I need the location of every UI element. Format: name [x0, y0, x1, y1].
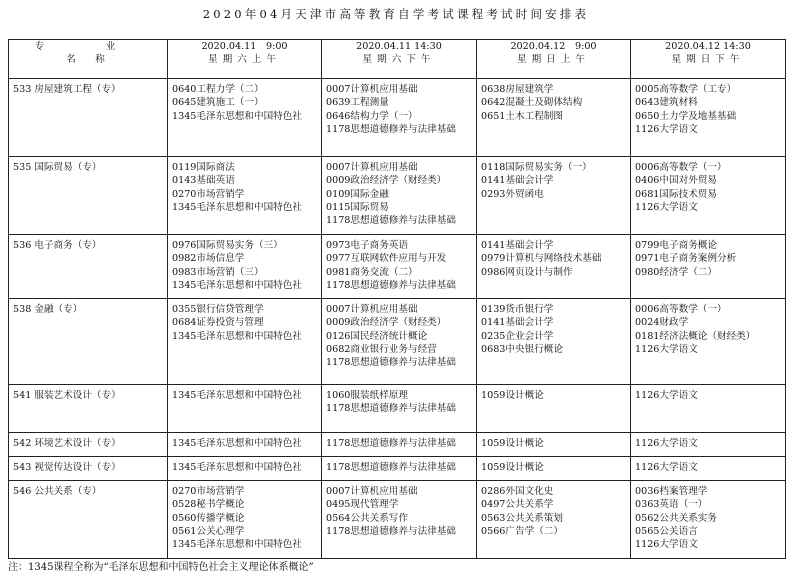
course-item: 1345毛泽东思想和中国特色社: [172, 539, 302, 551]
major-name: 538 金融（专）: [9, 299, 168, 385]
major-name: 546 公共关系（专）: [9, 481, 168, 559]
course-item: 1126大学语文: [635, 343, 698, 355]
session-cell: [631, 79, 786, 157]
major-name: 543 视觉传达设计（专）: [9, 457, 168, 481]
course-item: 0036档案管理学: [635, 486, 708, 497]
course-item: 0980经济学（二）: [635, 266, 717, 278]
course-item: 0566广告学（二）: [481, 525, 563, 537]
course-item: 1178思想道德修养与法律基础: [326, 357, 456, 369]
session-cell: [322, 433, 477, 457]
course-item: 0681国际技术贸易: [635, 188, 717, 200]
course-item: 1345毛泽东思想和中国特色社: [172, 390, 302, 401]
course-item: 0651土木工程制图: [481, 110, 563, 122]
course-item: 1178思想道德修养与法律基础: [326, 279, 456, 291]
course-item: 0528秘书学概论: [172, 499, 245, 511]
course-item: 1345毛泽东思想和中国特色社: [172, 279, 302, 291]
table-row: [9, 433, 786, 457]
header-session-2: [322, 40, 477, 79]
course-item: 1126大学语文: [635, 438, 698, 449]
session-date: 2020.04.11 14:30: [356, 41, 442, 52]
table-row: [9, 481, 786, 559]
major-name: 542 环境艺术设计（专）: [9, 433, 168, 457]
header-name-label: 名 称: [66, 54, 110, 66]
session-cell: [477, 457, 631, 481]
course-item: 0126国民经济统计概论: [326, 330, 428, 342]
course-item: 1178思想道德修养与法律基础: [326, 123, 456, 135]
course-item: 0683中央银行概论: [481, 343, 563, 355]
session-cell: [322, 457, 477, 481]
session-cell: [168, 299, 322, 385]
course-item: 0639工程测量: [326, 97, 389, 109]
course-item: 0115国际贸易: [326, 201, 389, 213]
session-cell: [477, 433, 631, 457]
course-item: 0235企业会计学: [481, 330, 554, 342]
course-item: 0141基础会计学: [481, 317, 554, 329]
page-title: 2020年04月天津市高等教育自学考试课程考试时间安排表: [202, 7, 590, 21]
session-cell: [631, 299, 786, 385]
course-item: 1178思想道德修养与法律基础: [326, 525, 456, 537]
course-item: 1178思想道德修养与法律基础: [326, 438, 456, 449]
course-item: 0497公共关系学: [481, 499, 554, 511]
course-item: 0973电子商务英语: [326, 240, 408, 251]
course-item: 0979计算机与网络技术基础: [481, 253, 602, 265]
course-item: 0562公共关系实务: [635, 512, 717, 524]
course-item: 1060服装纸样原理: [326, 390, 408, 401]
course-item: 0646结构力学（一）: [326, 110, 418, 122]
course-item: 1126大学语文: [635, 462, 698, 473]
course-item: 0270市场营销学: [172, 188, 245, 200]
table-row: [9, 385, 786, 433]
course-item: 0645建筑施工（一）: [172, 97, 264, 109]
session-cell: [168, 433, 322, 457]
session-cell: [322, 481, 477, 559]
session-cell: [631, 433, 786, 457]
course-item: 0684证券投资与管理: [172, 317, 264, 329]
session-cell: [168, 235, 322, 299]
course-item: 1126大学语文: [635, 201, 698, 213]
session-cell: [322, 385, 477, 433]
course-item: 1345毛泽东思想和中国特色社: [172, 330, 302, 342]
major-name: 541 服装艺术设计（专）: [9, 385, 168, 433]
course-item: 1345毛泽东思想和中国特色社: [172, 438, 302, 449]
course-item: 0642混凝土及砌体结构: [481, 97, 583, 109]
course-item: 1126大学语文: [635, 539, 698, 551]
session-cell: [168, 157, 322, 235]
table-row: [9, 299, 786, 385]
course-item: 0986网页设计与制作: [481, 266, 573, 278]
session-cell: [322, 157, 477, 235]
course-item: 0355银行信贷管理学: [172, 304, 264, 315]
exam-schedule-table: [8, 39, 786, 559]
major-name: 535 国际贸易（专）: [9, 157, 168, 235]
course-item: 0983市场营销（三）: [172, 266, 264, 278]
course-item: 1345毛泽东思想和中国特色社: [172, 110, 302, 122]
course-item: 0024财政学: [635, 317, 689, 329]
table-row: [9, 79, 786, 157]
course-item: 0363英语（一）: [635, 499, 708, 511]
session-date: 2020.04.12 14:30: [665, 41, 751, 52]
course-item: 0119国际商法: [172, 162, 235, 173]
major-name: 536 电子商务（专）: [9, 235, 168, 299]
course-item: 0563公共关系策划: [481, 512, 563, 524]
course-item: 0006高等数学（一）: [635, 162, 727, 173]
course-item: 1178思想道德修养与法律基础: [326, 462, 456, 473]
session-period: 星期六上午: [208, 54, 281, 66]
session-date: 2020.04.12 9:00: [510, 41, 597, 52]
course-item: 1178思想道德修养与法律基础: [326, 403, 456, 415]
course-item: 1059设计概论: [481, 462, 544, 473]
course-item: 0650土力学及地基基础: [635, 110, 737, 122]
course-item: 0118国际贸易实务（一）: [481, 162, 592, 173]
session-cell: [631, 385, 786, 433]
course-item: 0007计算机应用基础: [326, 84, 418, 95]
session-cell: [631, 457, 786, 481]
session-cell: [168, 385, 322, 433]
course-item: 0561公关心理学: [172, 525, 245, 537]
course-item: 1126大学语文: [635, 123, 698, 135]
course-item: 0638房屋建筑学: [481, 84, 554, 95]
table-row: [9, 457, 786, 481]
course-item: 0006高等数学（一）: [635, 304, 727, 315]
course-item: 0640工程力学（二）: [172, 84, 264, 95]
header-session-3: [477, 40, 631, 79]
course-item: 0977互联网软件应用与开发: [326, 253, 447, 265]
session-cell: [477, 481, 631, 559]
table-row: [9, 235, 786, 299]
header-specialty-cell: [9, 40, 168, 79]
course-item: 1345毛泽东思想和中国特色社: [172, 201, 302, 213]
course-item: 0981商务交流（二）: [326, 266, 418, 278]
session-cell: [322, 299, 477, 385]
course-item: 1059设计概论: [481, 390, 544, 401]
course-item: 0495现代管理学: [326, 499, 399, 511]
session-period: 星期日上午: [517, 54, 590, 66]
course-item: 0971电子商务案例分析: [635, 253, 737, 265]
course-item: 0293外贸函电: [481, 188, 544, 200]
course-item: 0009政治经济学（财经类）: [326, 317, 447, 329]
session-period: 星期六下午: [362, 54, 436, 66]
course-item: 0005高等数学（工专）: [635, 84, 737, 95]
course-item: 0007计算机应用基础: [326, 304, 418, 315]
course-item: 0565公关语言: [635, 525, 698, 537]
course-item: 0799电子商务概论: [635, 240, 717, 251]
course-item: 1178思想道德修养与法律基础: [326, 215, 456, 227]
course-item: 0139货币银行学: [481, 304, 554, 315]
session-date: 2020.04.11 9:00: [201, 41, 288, 52]
course-item: 0009政治经济学（财经类）: [326, 175, 447, 187]
course-item: 0564公共关系写作: [326, 512, 408, 524]
session-cell: [168, 79, 322, 157]
session-cell: [168, 457, 322, 481]
course-item: 0141基础会计学: [481, 240, 554, 251]
course-item: 0976国际贸易实务（三）: [172, 240, 283, 251]
header-session-4: [631, 40, 786, 79]
course-item: 0141基础会计学: [481, 175, 554, 187]
course-item: 0560传播学概论: [172, 512, 245, 524]
course-item: 0007计算机应用基础: [326, 486, 418, 497]
course-item: 1126大学语文: [635, 390, 698, 401]
header-session-1: [168, 40, 322, 79]
course-item: 0643建筑材料: [635, 97, 698, 109]
header-specialty-label: 专 业: [34, 41, 142, 52]
course-item: 0682商业银行业务与经营: [326, 343, 437, 355]
session-cell: [477, 79, 631, 157]
session-period: 星期日下午: [671, 54, 745, 66]
course-item: 0181经济法概论（财经类）: [635, 330, 756, 342]
session-cell: [631, 157, 786, 235]
session-cell: [477, 299, 631, 385]
course-item: 0406中国对外贸易: [635, 175, 717, 187]
session-cell: [631, 481, 786, 559]
session-cell: [477, 385, 631, 433]
table-row: [9, 157, 786, 235]
session-cell: [631, 235, 786, 299]
course-item: 0143基础英语: [172, 175, 235, 187]
course-item: 1345毛泽东思想和中国特色社: [172, 462, 302, 473]
course-item: 0007计算机应用基础: [326, 162, 418, 173]
session-cell: [477, 157, 631, 235]
footnote: 注：1345课程全称为“毛泽东思想和中国特色社会主义理论体系概论”: [8, 562, 314, 573]
course-item: 0982市场信息学: [172, 253, 245, 265]
header-row: [9, 40, 786, 79]
session-cell: [322, 79, 477, 157]
course-item: 1059设计概论: [481, 438, 544, 449]
session-cell: [477, 235, 631, 299]
course-item: 0109国际金融: [326, 188, 389, 200]
session-cell: [168, 481, 322, 559]
session-cell: [322, 235, 477, 299]
course-item: 0286外国文化史: [481, 486, 554, 497]
major-name: 533 房屋建筑工程（专）: [9, 79, 168, 157]
course-item: 0270市场营销学: [172, 486, 245, 497]
